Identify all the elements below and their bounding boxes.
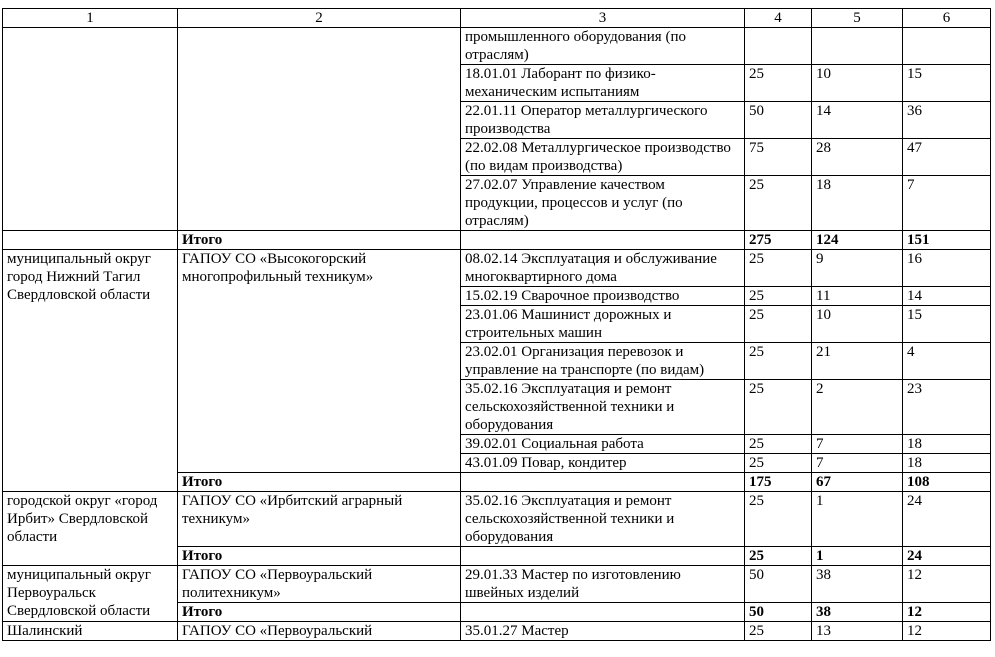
column-number: 3 bbox=[461, 9, 745, 28]
plan-cell: 25 bbox=[745, 622, 812, 641]
remaining-total: 12 bbox=[903, 603, 991, 622]
enrolled-cell: 10 bbox=[812, 306, 903, 343]
municipality-cell: городской округ «город Ирбит» Свердловской области bbox=[3, 492, 178, 566]
remaining-cell: 18 bbox=[903, 454, 991, 473]
plan-total: 175 bbox=[745, 473, 812, 492]
institution-cell bbox=[178, 28, 461, 231]
enrolled-cell: 13 bbox=[812, 622, 903, 641]
municipality-cell: муниципальный округ Первоуральск Свердловской области bbox=[3, 566, 178, 622]
enrolled-cell: 9 bbox=[812, 250, 903, 287]
remaining-total: 108 bbox=[903, 473, 991, 492]
enrolled-total: 38 bbox=[812, 603, 903, 622]
plan-cell: 25 bbox=[745, 343, 812, 380]
enrolled-cell bbox=[812, 28, 903, 65]
specialty-cell: 22.01.11 Оператор металлургического производства bbox=[461, 102, 745, 139]
municipality-cell: Шалинский bbox=[3, 622, 178, 641]
total-row bbox=[3, 231, 991, 250]
institution-cell: ГАПОУ СО «Высокогорский многопрофильный техникум» bbox=[178, 250, 461, 473]
remaining-cell bbox=[903, 28, 991, 65]
specialty-cell bbox=[461, 547, 745, 566]
plan-cell: 25 bbox=[745, 454, 812, 473]
remaining-cell: 23 bbox=[903, 380, 991, 435]
municipality-cell bbox=[3, 231, 178, 250]
specialty-cell bbox=[461, 473, 745, 492]
plan-total: 25 bbox=[745, 547, 812, 566]
remaining-cell: 16 bbox=[903, 250, 991, 287]
specialty-cell: 15.02.19 Сварочное производство bbox=[461, 287, 745, 306]
table-row bbox=[3, 566, 991, 603]
table-row bbox=[3, 492, 991, 547]
specialty-cell: 39.02.01 Социальная работа bbox=[461, 435, 745, 454]
plan-cell: 50 bbox=[745, 566, 812, 603]
remaining-cell: 12 bbox=[903, 622, 991, 641]
remaining-cell: 36 bbox=[903, 102, 991, 139]
plan-cell: 25 bbox=[745, 492, 812, 547]
specialty-cell: 27.02.07 Управление качеством продукции, процессов и услуг (по отраслям) bbox=[461, 176, 745, 231]
remaining-cell: 15 bbox=[903, 306, 991, 343]
remaining-cell: 15 bbox=[903, 65, 991, 102]
enrolled-total: 124 bbox=[812, 231, 903, 250]
enrolled-cell: 21 bbox=[812, 343, 903, 380]
column-number: 6 bbox=[903, 9, 991, 28]
plan-cell: 25 bbox=[745, 65, 812, 102]
enrolled-cell: 38 bbox=[812, 566, 903, 603]
institution-cell: ГАПОУ СО «Первоуральский bbox=[178, 622, 461, 641]
plan-cell: 50 bbox=[745, 102, 812, 139]
enrolled-cell: 7 bbox=[812, 454, 903, 473]
column-number: 4 bbox=[745, 9, 812, 28]
municipality-cell bbox=[3, 28, 178, 231]
specialty-cell bbox=[461, 603, 745, 622]
specialty-cell bbox=[461, 231, 745, 250]
plan-total: 275 bbox=[745, 231, 812, 250]
specialty-cell: 35.02.16 Эксплуатация и ремонт сельскохозяйственной техники и оборудования bbox=[461, 380, 745, 435]
table-row bbox=[3, 28, 991, 65]
total-label: Итого bbox=[178, 473, 461, 492]
table-row bbox=[3, 622, 991, 641]
plan-cell: 25 bbox=[745, 287, 812, 306]
plan-cell: 25 bbox=[745, 435, 812, 454]
allocation-table bbox=[2, 8, 991, 641]
remaining-total: 151 bbox=[903, 231, 991, 250]
specialty-cell: 35.02.16 Эксплуатация и ремонт сельскохозяйственной техники и оборудования bbox=[461, 492, 745, 547]
remaining-total: 24 bbox=[903, 547, 991, 566]
remaining-cell: 18 bbox=[903, 435, 991, 454]
plan-cell: 25 bbox=[745, 176, 812, 231]
institution-cell: ГАПОУ СО «Первоуральский политехникум» bbox=[178, 566, 461, 603]
specialty-cell: промышленного оборудования (по отраслям) bbox=[461, 28, 745, 65]
column-number: 1 bbox=[3, 9, 178, 28]
enrolled-cell: 11 bbox=[812, 287, 903, 306]
specialty-cell: 22.02.08 Металлургическое производство (по видам производства) bbox=[461, 139, 745, 176]
column-number: 2 bbox=[178, 9, 461, 28]
column-number: 5 bbox=[812, 9, 903, 28]
total-label: Итого bbox=[178, 547, 461, 566]
plan-cell: 25 bbox=[745, 250, 812, 287]
plan-cell: 25 bbox=[745, 306, 812, 343]
enrolled-cell: 7 bbox=[812, 435, 903, 454]
plan-cell: 25 bbox=[745, 380, 812, 435]
column-number-row bbox=[3, 9, 991, 28]
remaining-cell: 24 bbox=[903, 492, 991, 547]
enrolled-cell: 2 bbox=[812, 380, 903, 435]
specialty-cell: 18.01.01 Лаборант по физико-механическим испытаниям bbox=[461, 65, 745, 102]
remaining-cell: 7 bbox=[903, 176, 991, 231]
specialty-cell: 23.01.06 Машинист дорожных и строительных машин bbox=[461, 306, 745, 343]
enrolled-cell: 1 bbox=[812, 492, 903, 547]
remaining-cell: 12 bbox=[903, 566, 991, 603]
enrolled-cell: 10 bbox=[812, 65, 903, 102]
specialty-cell: 08.02.14 Эксплуатация и обслуживание многоквартирного дома bbox=[461, 250, 745, 287]
total-label: Итого bbox=[178, 231, 461, 250]
enrolled-cell: 28 bbox=[812, 139, 903, 176]
total-label: Итого bbox=[178, 603, 461, 622]
enrolled-cell: 18 bbox=[812, 176, 903, 231]
plan-cell bbox=[745, 28, 812, 65]
plan-total: 50 bbox=[745, 603, 812, 622]
specialty-cell: 29.01.33 Мастер по изготовлению швейных изделий bbox=[461, 566, 745, 603]
enrolled-total: 67 bbox=[812, 473, 903, 492]
specialty-cell: 43.01.09 Повар, кондитер bbox=[461, 454, 745, 473]
table-row bbox=[3, 250, 991, 287]
enrolled-total: 1 bbox=[812, 547, 903, 566]
remaining-cell: 14 bbox=[903, 287, 991, 306]
remaining-cell: 4 bbox=[903, 343, 991, 380]
enrolled-cell: 14 bbox=[812, 102, 903, 139]
remaining-cell: 47 bbox=[903, 139, 991, 176]
specialty-cell: 35.01.27 Мастер bbox=[461, 622, 745, 641]
institution-cell: ГАПОУ СО «Ирбитский аграрный техникум» bbox=[178, 492, 461, 547]
plan-cell: 75 bbox=[745, 139, 812, 176]
municipality-cell: муниципальный округ город Нижний Тагил Свердловской области bbox=[3, 250, 178, 492]
specialty-cell: 23.02.01 Организация перевозок и управление на транспорте (по видам) bbox=[461, 343, 745, 380]
